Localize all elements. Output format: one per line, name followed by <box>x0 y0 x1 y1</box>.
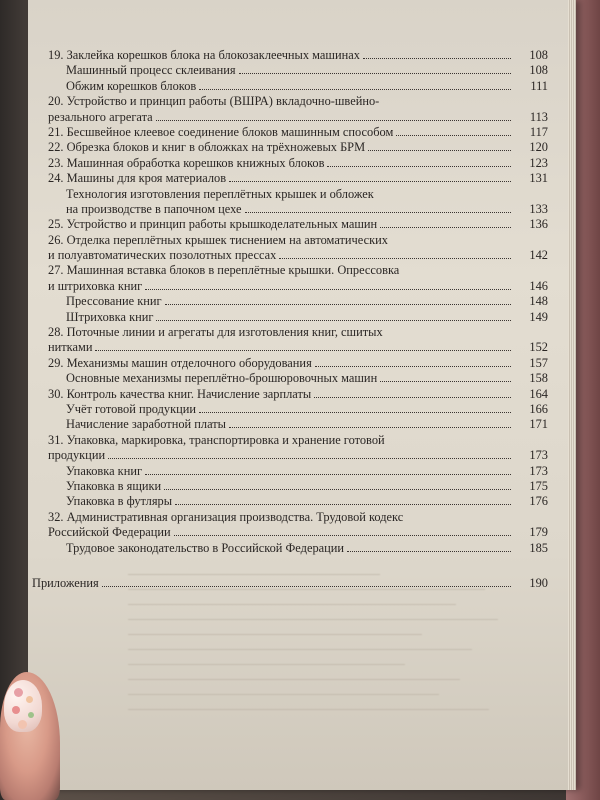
toc-entry-title: Штриховка книг <box>66 309 154 324</box>
toc-entry <box>48 79 548 94</box>
toc-entry-title: 27. Машинная вставка блоков в переплётные крышки. Опрессовка <box>48 263 400 278</box>
toc-entry <box>48 464 548 479</box>
toc-page-number: 113 <box>529 109 548 124</box>
dot-leader <box>164 489 511 490</box>
toc-entry <box>48 541 548 556</box>
dot-leader <box>380 227 511 228</box>
dot-leader <box>245 212 511 213</box>
toc-entry <box>48 525 548 540</box>
toc-page-number: 173 <box>529 463 548 478</box>
toc-entry-title: 21. Бесшвейное клеевое соединение блоков машинным способом <box>48 124 394 139</box>
dot-leader <box>314 397 511 398</box>
toc-entry-title: 22. Обрезка блоков и книг в обложках на трёхножевых БРМ <box>48 140 366 155</box>
toc-entry <box>48 125 548 140</box>
toc-entry <box>48 156 548 171</box>
toc-page-number: 146 <box>529 278 548 293</box>
toc-entry-title: Начисление заработной платы <box>66 417 226 432</box>
toc-entry-title: Основные механизмы переплётно-брошюровочных машин <box>66 371 378 386</box>
dot-leader <box>156 320 511 321</box>
toc-entry <box>48 171 548 186</box>
toc-page-number: 158 <box>529 371 548 386</box>
dot-leader <box>229 181 511 182</box>
dot-leader <box>347 551 511 552</box>
toc-page-number: 190 <box>529 575 548 590</box>
dot-leader <box>229 427 511 428</box>
toc-entry-title: нитками <box>48 340 93 355</box>
toc-page-number: 133 <box>529 201 548 216</box>
toc-entry <box>48 279 548 294</box>
toc-entry-title: Обжим корешков блоков <box>66 78 197 93</box>
toc-page-number: 108 <box>529 63 548 78</box>
dot-leader <box>363 58 511 59</box>
painted-nail <box>4 680 42 732</box>
toc-entry-title: 32. Административная организация производства. Трудовой кодекс <box>48 509 404 524</box>
toc-page-number: 152 <box>529 340 548 355</box>
toc-page-number: 173 <box>529 448 548 463</box>
toc-entry-title: и штриховка книг <box>48 278 143 293</box>
toc-entry-title: 19. Заклейка корешков блока на блокозаклеечных машинах <box>48 48 360 62</box>
toc-entry <box>48 387 548 402</box>
toc-entry-title: Упаковка в футляры <box>66 494 173 509</box>
toc-page-number: 179 <box>529 525 548 540</box>
toc-page-number: 123 <box>529 155 548 170</box>
toc-page-number: 176 <box>529 494 548 509</box>
toc-page-number: 148 <box>529 294 548 309</box>
toc-entry-title: 31. Упаковка, маркировка, транспортировка и хранение готовой <box>48 432 385 447</box>
toc-entry <box>48 294 548 309</box>
toc-entry <box>48 448 548 463</box>
toc-entry <box>48 263 548 278</box>
toc-entry-title: 24. Машины для кроя материалов <box>48 171 227 186</box>
toc-entry-title: 28. Поточные линии и агрегаты для изготовления книг, сшитых <box>48 325 383 340</box>
dot-leader <box>279 258 511 259</box>
dot-leader <box>199 89 511 90</box>
dot-leader <box>156 120 511 121</box>
dot-leader <box>95 350 511 351</box>
dot-leader <box>315 366 511 367</box>
toc-entry-title: и полуавтоматических позолотных прессах <box>48 248 277 263</box>
toc-entry <box>48 340 548 355</box>
toc-page-number: 108 <box>529 48 548 62</box>
toc-entry-title: Российской Федерации <box>48 525 171 540</box>
toc-entry-title: Машинный процесс склеивания <box>66 63 236 78</box>
toc-entry <box>48 202 548 217</box>
dot-leader <box>145 289 511 290</box>
toc-entry <box>48 217 548 232</box>
toc-page-number: 149 <box>529 309 548 324</box>
toc-entry <box>48 48 548 63</box>
toc-entry <box>48 417 548 432</box>
toc-page-number: 111 <box>530 78 548 93</box>
toc-entry <box>48 356 548 371</box>
table-of-contents <box>32 48 548 591</box>
toc-entry-title: Приложения <box>32 575 99 590</box>
toc-entry-title: Упаковка книг <box>66 463 143 478</box>
toc-entry-title: 20. Устройство и принцип работы (ВШРА) вкладочно-швейно- <box>48 94 380 109</box>
toc-entry <box>48 110 548 125</box>
dot-leader <box>368 150 511 151</box>
toc-entry <box>48 371 548 386</box>
toc-entry <box>48 494 548 509</box>
toc-page-number: 185 <box>529 540 548 555</box>
dot-leader <box>108 458 511 459</box>
toc-entry <box>48 402 548 417</box>
dot-leader <box>174 535 511 536</box>
toc-entry-title: 25. Устройство и принцип работы крышкоделательных машин <box>48 217 378 232</box>
toc-entry <box>48 187 548 202</box>
dot-leader <box>165 304 511 305</box>
toc-entry-title: Технология изготовления переплётных крышек и обложек <box>66 186 374 201</box>
toc-entry <box>48 325 548 340</box>
toc-entry-title: резального агрегата <box>48 109 153 124</box>
toc-entry-title: 30. Контроль качества книг. Начисление зарплаты <box>48 386 312 401</box>
toc-entry <box>48 248 548 263</box>
toc-entry <box>48 94 548 109</box>
page-stack-edge <box>568 0 576 790</box>
toc-entry <box>48 140 548 155</box>
toc-entry <box>48 63 548 78</box>
dot-leader <box>145 474 511 475</box>
toc-entry <box>48 433 548 448</box>
dot-leader <box>199 412 511 413</box>
dot-leader <box>175 504 511 505</box>
toc-page-number: 120 <box>529 140 548 155</box>
toc-entry-title: Прессование книг <box>66 294 162 309</box>
toc-page-number: 131 <box>529 171 548 186</box>
dot-leader <box>327 166 511 167</box>
toc-entry <box>48 510 548 525</box>
toc-entry <box>48 233 548 248</box>
toc-entry-appendix <box>32 576 548 591</box>
dot-leader <box>396 135 511 136</box>
toc-entry-title: 29. Механизмы машин отделочного оборудования <box>48 355 312 370</box>
toc-entry-title: Трудовое законодательство в Российской Федерации <box>66 540 345 555</box>
toc-page-number: 166 <box>529 401 548 416</box>
toc-entry <box>48 310 548 325</box>
toc-page-number: 175 <box>529 478 548 493</box>
toc-page-number: 171 <box>529 417 548 432</box>
toc-entry-title: 26. Отделка переплётных крышек тиснением на автоматических <box>48 232 388 247</box>
toc-page-number: 157 <box>529 355 548 370</box>
toc-entry-title: продукции <box>48 448 106 463</box>
dot-leader <box>380 381 511 382</box>
toc-page-number: 136 <box>529 217 548 232</box>
toc-entry-title: на производстве в папочном цехе <box>66 201 242 216</box>
dot-leader <box>239 73 511 74</box>
dot-leader <box>102 586 511 587</box>
toc-page-number: 164 <box>529 386 548 401</box>
toc-entry-title: Учёт готовой продукции <box>66 401 197 416</box>
toc-page-number: 142 <box>529 248 548 263</box>
toc-entry-title: Упаковка в ящики <box>66 478 162 493</box>
toc-page-number: 117 <box>529 124 548 139</box>
toc-entry <box>48 479 548 494</box>
toc-entry-title: 23. Машинная обработка корешков книжных блоков <box>48 155 325 170</box>
